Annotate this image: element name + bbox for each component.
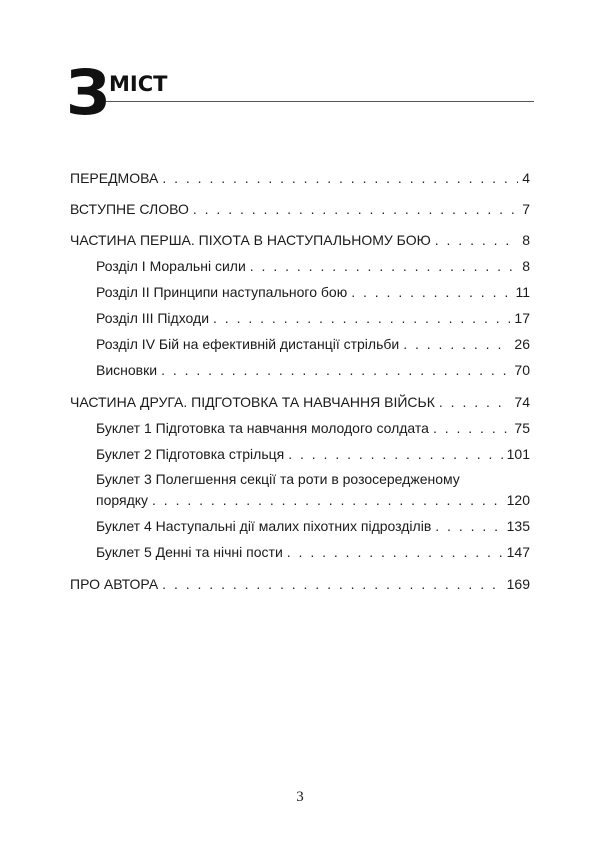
toc-leader-dots: [351, 281, 511, 303]
toc-entry-booklet-3[interactable]: [96, 469, 530, 511]
toc-entry-page: 8: [522, 232, 530, 248]
toc-entry-about-author[interactable]: [70, 573, 530, 595]
toc-entry-page: 147: [506, 544, 530, 560]
toc-leader-dots: [213, 307, 510, 329]
toc-entry-title: Розділ IV Бій на ефективній дистанції стрільби: [96, 336, 400, 352]
toc-leader-dots: [435, 515, 502, 537]
toc-entry-title: ПРО АВТОРА: [70, 576, 159, 592]
toc-entry-booklet-5[interactable]: [96, 541, 530, 563]
toc-entry-booklet-4[interactable]: [96, 515, 530, 537]
toc-entry-page: 70: [514, 362, 530, 378]
toc-entry-title: ВСТУПНЕ СЛОВО: [70, 201, 189, 217]
toc-leader-dots: [193, 198, 518, 220]
toc-entry-page: 7: [522, 201, 530, 217]
toc-entry-title: Буклет 4 Наступальні дії малих піхотних підрозділів: [96, 518, 432, 534]
toc-leader-dots: [288, 443, 502, 465]
toc-entry-page: 11: [515, 284, 530, 300]
toc-leader-dots: [287, 541, 503, 563]
toc-entry-chapter-2[interactable]: [96, 281, 530, 303]
toc-entry-booklet-2[interactable]: [96, 443, 530, 465]
toc-entry-chapter-4[interactable]: [96, 333, 530, 355]
toc-leader-dots: [162, 167, 518, 189]
toc-entry-title: Розділ ІІІ Підходи: [96, 310, 210, 326]
toc-leader-dots: [439, 391, 511, 413]
toc-entry-title: ЧАСТИНА ДРУГА. ПІДГОТОВКА ТА НАВЧАННЯ ВІЙСЬК: [70, 394, 435, 410]
toc-entry-chapter-3[interactable]: [96, 307, 530, 329]
toc-entry-chapter-1[interactable]: [96, 255, 530, 277]
toc-entry-title: Розділ ІІ Принципи наступального бою: [96, 284, 348, 300]
toc-entry-title: Буклет 5 Денні та нічні пости: [96, 544, 283, 560]
toc-entry-introduction[interactable]: [70, 198, 530, 220]
toc-entry-page: 8: [522, 258, 530, 274]
toc-entry-title: Розділ І Моральні сили: [96, 258, 246, 274]
toc-entry-title: Висновки: [96, 362, 158, 378]
toc-entry-foreword[interactable]: [70, 167, 530, 189]
heading-rest-text: МІСТ: [109, 72, 168, 96]
toc-leader-dots: [403, 333, 510, 355]
toc-leader-dots: [162, 573, 502, 595]
toc-entry-page: 26: [514, 336, 530, 352]
toc-leader-dots: [435, 229, 518, 251]
toc-entry-page: 17: [514, 310, 530, 326]
table-of-contents: [70, 167, 530, 604]
toc-leader-dots: [433, 417, 510, 439]
toc-entry-page: 75: [514, 420, 530, 436]
toc-entry-conclusions[interactable]: [96, 359, 530, 381]
toc-entry-page: 74: [514, 394, 530, 410]
toc-entry-title: Буклет 1 Підготовка та навчання молодого солдата: [96, 420, 429, 436]
toc-entry-title: Буклет 2 Підготовка стрільця: [96, 446, 285, 462]
toc-entry-page: 101: [506, 446, 530, 462]
toc-leader-dots: [161, 359, 510, 381]
toc-entry-title: ПЕРЕДМОВА: [70, 170, 159, 186]
page-number: 3: [296, 789, 304, 805]
toc-entry-page: 4: [522, 170, 530, 186]
toc-entry-title: ЧАСТИНА ПЕРША. ПІХОТА В НАСТУПАЛЬНОМУ БОЮ: [70, 232, 431, 248]
toc-entry-page: 169: [506, 576, 530, 592]
toc-entry-page: 135: [506, 518, 530, 534]
toc-entry-title-line1: Буклет 3 Полегшення секції та роти в розосередженому: [96, 471, 460, 487]
toc-entry-part-two[interactable]: [70, 391, 530, 413]
toc-entry-booklet-1[interactable]: [96, 417, 530, 439]
heading-initial-letter: З: [66, 56, 111, 129]
toc-leader-dots: [152, 489, 503, 511]
toc-entry-title-line2: порядку: [96, 492, 149, 508]
toc-leader-dots: [250, 255, 518, 277]
toc-entry-part-one[interactable]: [70, 229, 530, 251]
contents-heading: [66, 56, 534, 130]
toc-entry-page: 120: [506, 492, 530, 508]
heading-rule: [106, 101, 534, 102]
